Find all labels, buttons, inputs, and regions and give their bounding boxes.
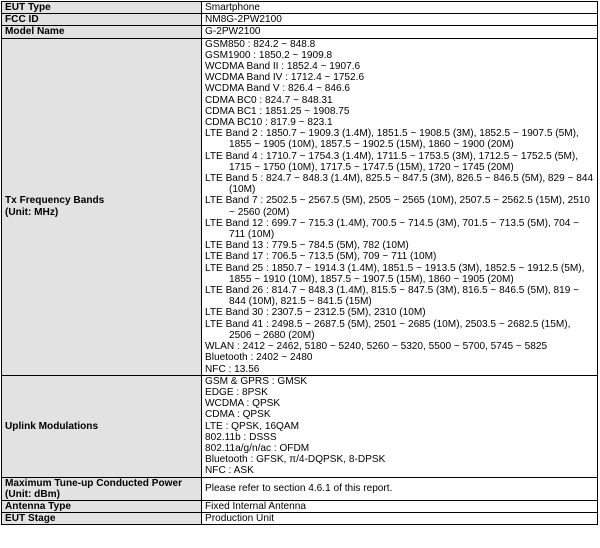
row-eut-stage <box>2 513 598 525</box>
row-fcc-id <box>2 14 598 26</box>
eut-stage-label: EUT Stage <box>2 513 202 525</box>
tx-band-item: LTE Band 30 : 2307.5 ~ 2312.5 (5M), 2310 (10M) <box>205 307 426 319</box>
uplink-item: Bluetooth : GFSK, π/4-DQPSK, 8-DPSK <box>205 454 386 466</box>
tx-band-item: CDMA BC0 : 824.7 ~ 848.31 <box>205 94 333 106</box>
eut-stage-value: Production Unit <box>202 513 598 525</box>
antenna-type-value: Fixed Internal Antenna <box>202 500 598 512</box>
tx-band-item: WCDMA Band II : 1852.4 ~ 1907.6 <box>205 61 361 73</box>
uplink-label: Uplink Modulations <box>2 375 202 477</box>
tx-band-item: CDMA BC10 : 817.9 ~ 823.1 <box>205 117 333 129</box>
tx-band-item: LTE Band 5 : 824.7 ~ 848.3 (1.4M), 825.5 ~ 847.5 (3M), 826.5 ~ 846.5 (5M), 829 ~ 844 (10M) <box>205 173 594 196</box>
row-model-name <box>2 26 598 38</box>
model-name-value: G-2PW2100 <box>202 26 598 38</box>
tx-band-item: LTE Band 12 : 699.7 ~ 715.3 (1.4M), 700.5 ~ 714.5 (3M), 701.5 ~ 713.5 (5M), 704 ~ 711 (10M) <box>205 217 580 241</box>
row-antenna-type <box>2 500 598 512</box>
tx-bands-label <box>2 38 202 375</box>
tx-band-item: LTE Band 41 : 2498.5 ~ 2687.5 (5M), 2501 ~ 2685 (10M), 2503.5 ~ 2682.5 (15M), 2506 ~ 2680 (20M) <box>205 318 571 341</box>
antenna-type-label: Antenna Type <box>2 500 202 512</box>
tx-band-item: CDMA BC1 : 1851.25 ~ 1908.75 <box>205 105 350 117</box>
uplink-value <box>202 375 598 477</box>
tx-band-item: WCDMA Band V : 826.4 ~ 846.6 <box>205 83 351 95</box>
tx-band-item: WCDMA Band IV : 1712.4 ~ 1752.6 <box>205 72 365 84</box>
tx-bands-label-title: Tx Frequency Bands <box>5 195 105 207</box>
tx-band-item: GSM850 : 824.2 ~ 848.8 <box>205 38 316 50</box>
tx-band-item: Bluetooth : 2402 ~ 2480 <box>205 352 313 364</box>
eut-type-label: EUT Type <box>2 2 202 14</box>
tx-band-item: NFC : 13.56 <box>205 363 260 375</box>
tx-band-item: LTE Band 7 : 2502.5 ~ 2567.5 (5M), 2505 ~ 2565 (10M), 2507.5 ~ 2562.5 (15M), 2510 ~ 2560 (20M) <box>205 195 591 218</box>
tx-band-item: LTE Band 2 : 1850.7 ~ 1909.3 (1.4M), 1851.5 ~ 1908.5 (3M), 1852.5 ~ 1907.5 (5M), 1855 ~ 1905 (10M), 1857.5 ~ 1902.5 (15M), 1860 ~ 1900 (20M) <box>205 128 579 151</box>
uplink-item: WCDMA : QPSK <box>205 398 281 410</box>
tx-band-item: WLAN : 2412 ~ 2462, 5180 ~ 5240, 5260 ~ 5320, 5500 ~ 5700, 5745 ~ 5825 <box>205 341 548 353</box>
max-power-label <box>2 477 202 500</box>
max-power-value: Please refer to section 4.6.1 of this report. <box>202 477 598 500</box>
row-uplink-modulations <box>2 375 598 477</box>
fcc-id-label: FCC ID <box>2 14 202 26</box>
tx-band-item: LTE Band 13 : 779.5 ~ 784.5 (5M), 782 (10M) <box>205 240 409 252</box>
uplink-item: CDMA : QPSK <box>205 409 271 421</box>
uplink-item: 802.11a/g/n/ac : OFDM <box>205 442 310 454</box>
specification-table <box>1 1 598 525</box>
model-name-label: Model Name <box>2 26 202 38</box>
fcc-id-value: NM8G-2PW2100 <box>202 14 598 26</box>
uplink-item: NFC : ASK <box>205 465 254 477</box>
row-eut-type <box>2 2 598 14</box>
tx-band-item: LTE Band 26 : 814.7 ~ 848.3 (1.4M), 815.5 ~ 847.5 (3M), 816.5 ~ 846.5 (5M), 819 ~ 844 (10M), 821.5 ~ 841.5 (15M) <box>205 285 580 308</box>
tx-band-item: LTE Band 17 : 706.5 ~ 713.5 (5M), 709 ~ 711 (10M) <box>205 251 437 263</box>
uplink-item: 802.11b : DSSS <box>205 431 277 443</box>
tx-band-item: LTE Band 25 : 1850.7 ~ 1914.3 (1.4M), 1851.5 ~ 1913.5 (3M), 1852.5 ~ 1912.5 (5M), 1855 ~ 1910 (10M), 1857.5 ~ 1907.5 (15M), 1860 ~ 1905 (20M) <box>205 262 585 285</box>
uplink-item: EDGE : 8PSK <box>205 386 268 398</box>
tx-bands-value <box>202 38 598 375</box>
tx-bands-label-unit: (Unit: MHz) <box>5 206 59 218</box>
tx-band-item: LTE Band 4 : 1710.7 ~ 1754.3 (1.4M), 1711.5 ~ 1753.5 (3M), 1712.5 ~ 1752.5 (5M), 1715 ~ 1750 (10M), 1717.5 ~ 1747.5 (15M), 1720 ~ 1745 (20M) <box>205 150 579 173</box>
max-power-label-unit: (Unit: dBm) <box>5 488 60 500</box>
row-max-tune-up-power <box>2 477 598 500</box>
uplink-item: LTE : QPSK, 16QAM <box>205 420 300 432</box>
row-tx-frequency-bands <box>2 38 598 375</box>
eut-type-value: Smartphone <box>202 2 598 14</box>
tx-band-item: GSM1900 : 1850.2 ~ 1909.8 <box>205 49 333 61</box>
max-power-label-title: Maximum Tune-up Conducted Power <box>5 477 183 489</box>
uplink-item: GSM & GPRS : GMSK <box>205 375 308 387</box>
